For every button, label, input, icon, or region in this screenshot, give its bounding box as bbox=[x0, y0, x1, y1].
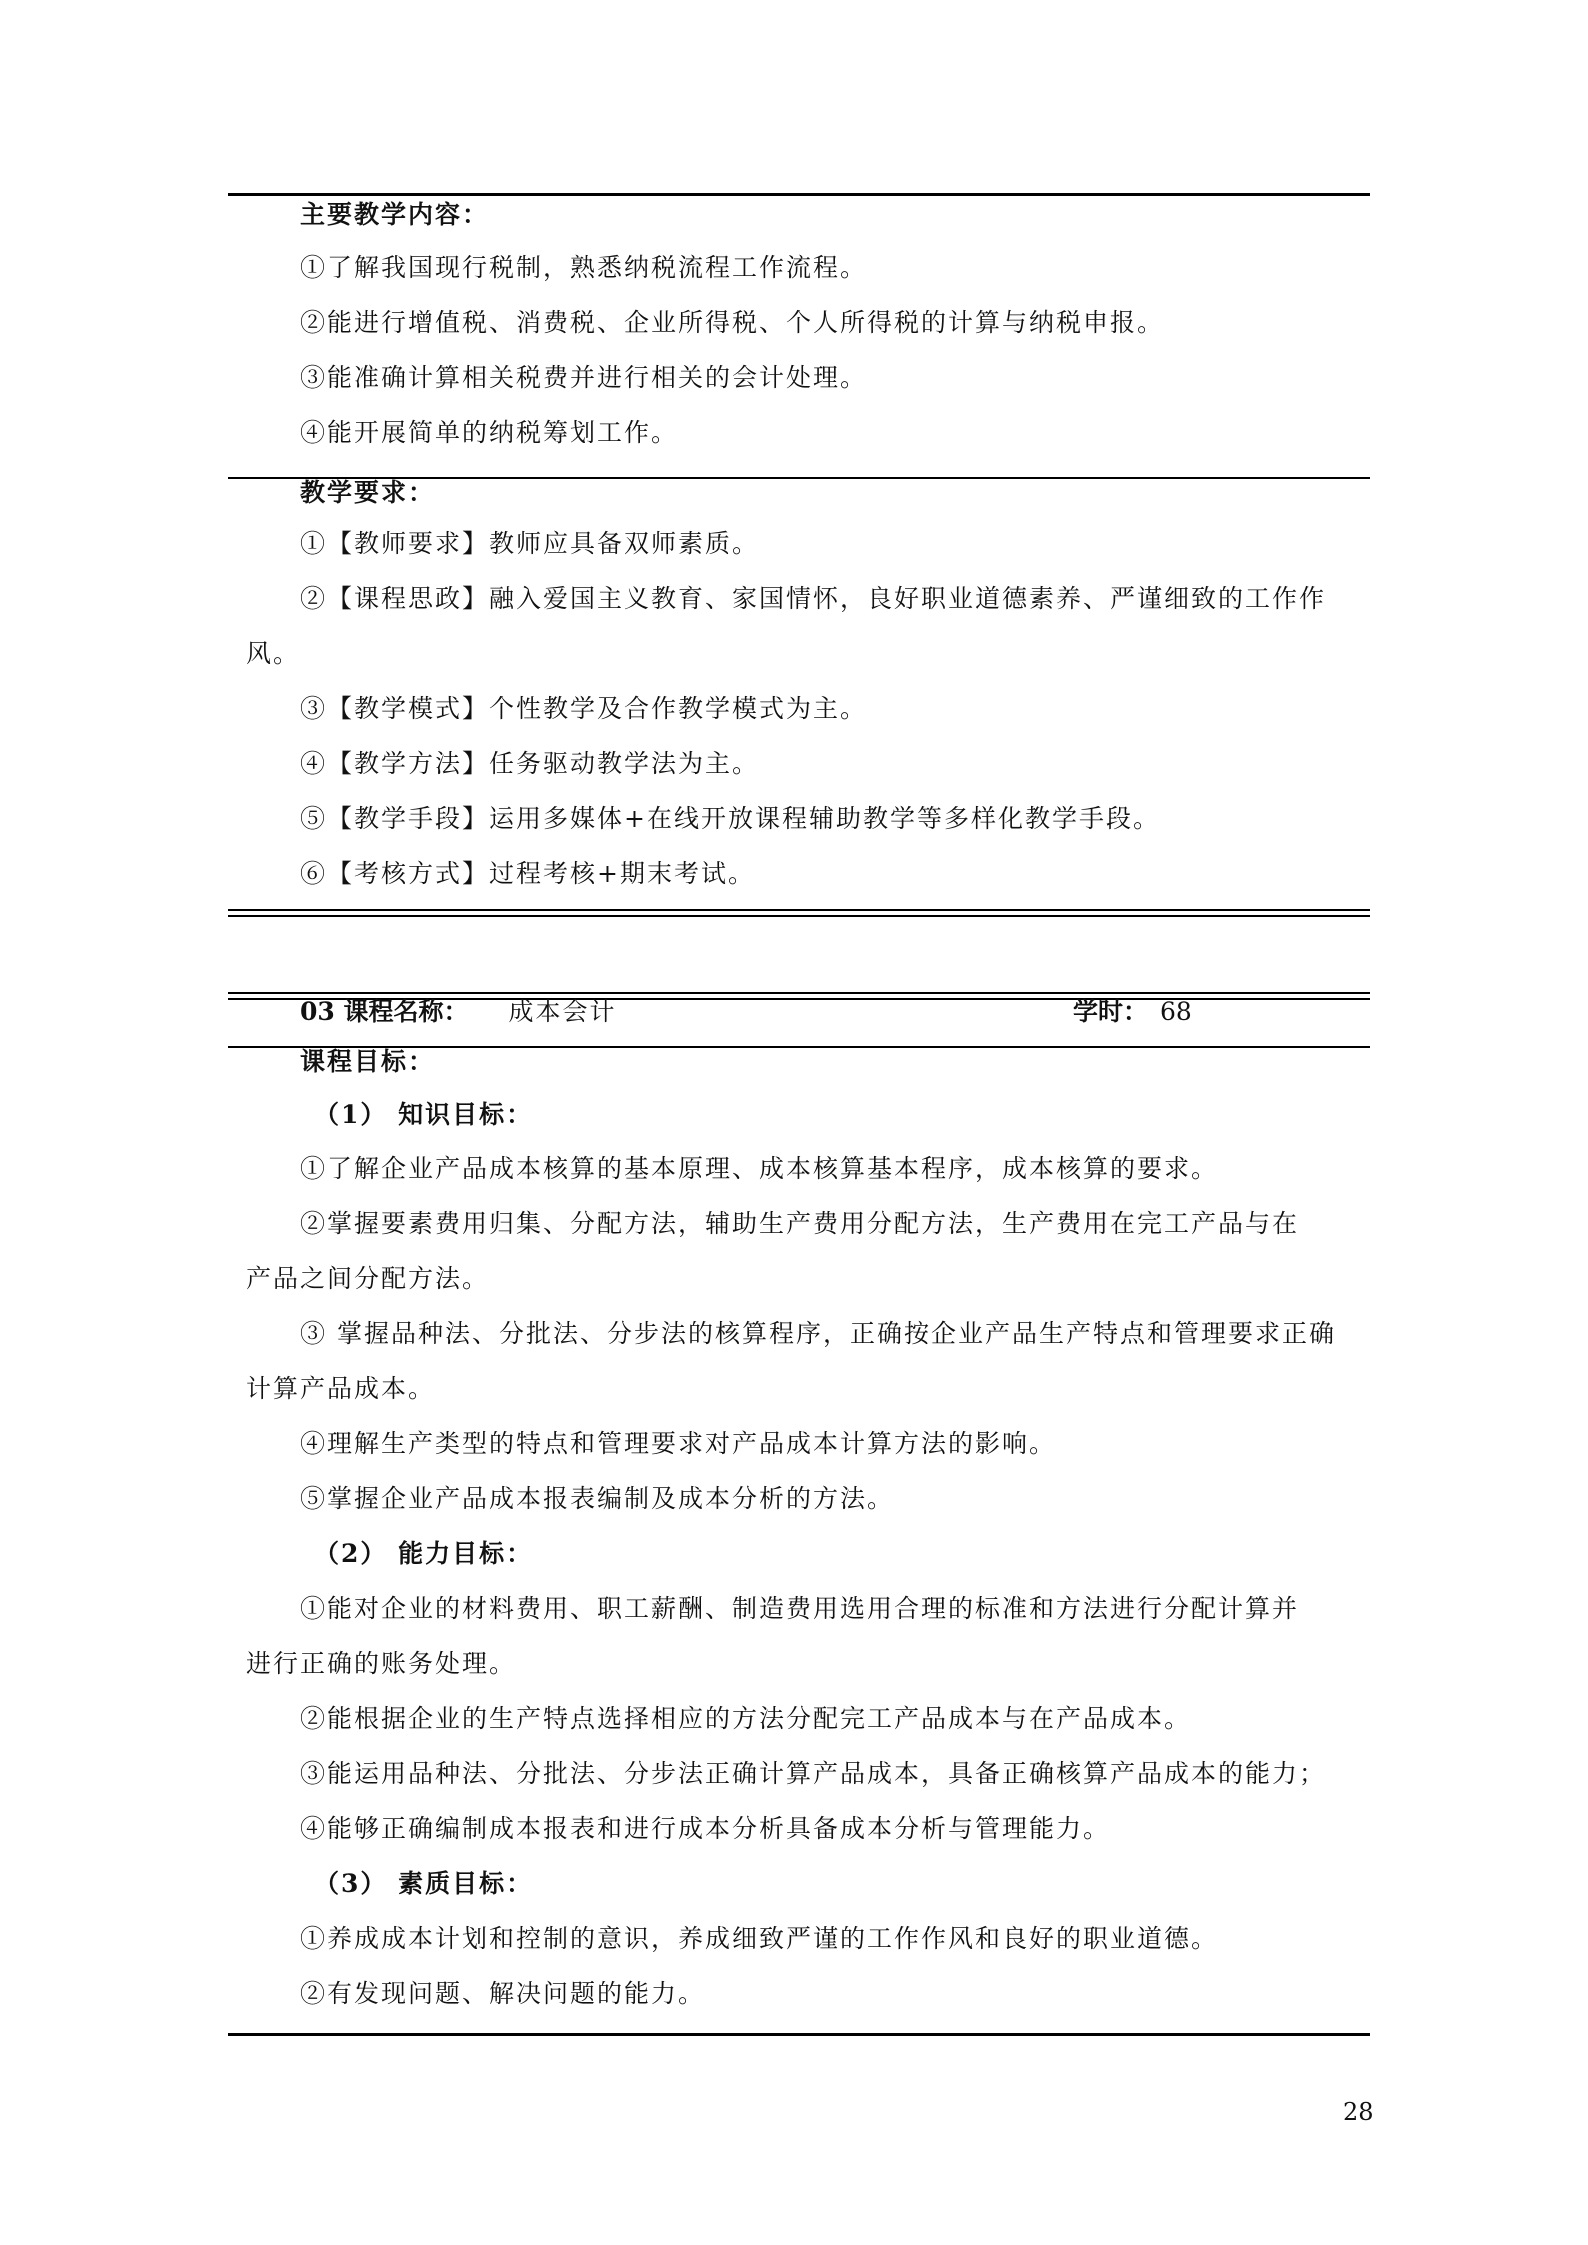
content-item: ②能进行增值税、消费税、企业所得税、个人所得税的计算与纳税申报。 bbox=[300, 308, 1165, 337]
requirement-item: ⑥【考核方式】过程考核+期末考试。 bbox=[300, 859, 755, 888]
knowledge-heading: （1） 知识目标： bbox=[314, 1100, 534, 1129]
requirement-item-continuation: 风。 bbox=[246, 639, 301, 668]
course-name-value: 成本会计 bbox=[508, 997, 617, 1026]
course-name-row bbox=[300, 995, 617, 1029]
ability-item: ③能运用品种法、分批法、分步法正确计算产品成本，具备正确核算产品成本的能力； bbox=[300, 1759, 1327, 1788]
requirement-item: ④【教学方法】任务驱动教学法为主。 bbox=[300, 749, 760, 778]
knowledge-item: ①了解企业产品成本核算的基本原理、成本核算基本程序，成本核算的要求。 bbox=[300, 1154, 1219, 1183]
knowledge-item: ②掌握要素费用归集、分配方法，辅助生产费用分配方法，生产费用在完工产品与在 bbox=[300, 1209, 1300, 1238]
ability-heading: （2） 能力目标： bbox=[314, 1539, 534, 1568]
quality-item: ②有发现问题、解决问题的能力。 bbox=[300, 1979, 706, 2008]
section-bottom-rule bbox=[228, 915, 1370, 917]
content-item: ③能准确计算相关税费并进行相关的会计处理。 bbox=[300, 363, 868, 392]
ability-item-continuation: 进行正确的账务处理。 bbox=[246, 1649, 517, 1678]
requirements-heading: 教学要求： bbox=[300, 478, 436, 507]
content-item: ①了解我国现行税制，熟悉纳税流程工作流程。 bbox=[300, 253, 868, 282]
section-bottom-rule bbox=[228, 909, 1370, 911]
quality-item: ①养成成本计划和控制的意识，养成细致严谨的工作作风和良好的职业道德。 bbox=[300, 1924, 1219, 1953]
ability-item: ②能根据企业的生产特点选择相应的方法分配完工产品成本与在产品成本。 bbox=[300, 1704, 1192, 1733]
knowledge-item: ⑤掌握企业产品成本报表编制及成本分析的方法。 bbox=[300, 1484, 895, 1513]
course-bottom-rule bbox=[228, 2033, 1370, 2036]
knowledge-item-continuation: 产品之间分配方法。 bbox=[246, 1264, 490, 1293]
requirement-item: ⑤【教学手段】运用多媒体+在线开放课程辅助教学等多样化教学手段。 bbox=[300, 804, 1160, 833]
ability-item: ④能够正确编制成本报表和进行成本分析具备成本分析与管理能力。 bbox=[300, 1814, 1111, 1843]
goal-heading: 课程目标： bbox=[300, 1047, 436, 1076]
course-hours-label: 学时： bbox=[1073, 997, 1149, 1026]
course-hours-value: 68 bbox=[1160, 997, 1192, 1026]
course-top-rule bbox=[228, 992, 1370, 994]
requirement-item: ①【教师要求】教师应具备双师素质。 bbox=[300, 529, 760, 558]
course-hours-row bbox=[1073, 995, 1192, 1029]
page-number: 28 bbox=[1343, 2098, 1374, 2126]
quality-heading: （3） 素质目标： bbox=[314, 1869, 534, 1898]
knowledge-item-continuation: 计算产品成本。 bbox=[246, 1374, 436, 1403]
requirement-item: ③【教学模式】个性教学及合作教学模式为主。 bbox=[300, 694, 868, 723]
content-item: ④能开展简单的纳税筹划工作。 bbox=[300, 418, 679, 447]
ability-item: ①能对企业的材料费用、职工薪酬、制造费用选用合理的标准和方法进行分配计算并 bbox=[300, 1594, 1300, 1623]
knowledge-item: ③ 掌握品种法、分批法、分步法的核算程序，正确按企业产品生产特点和管理要求正确 bbox=[300, 1319, 1336, 1348]
course-name-label: 03 课程名称： bbox=[300, 997, 469, 1026]
top-rule bbox=[228, 193, 1370, 196]
content-heading: 主要教学内容： bbox=[300, 200, 490, 229]
requirement-item: ②【课程思政】融入爱国主义教育、家国情怀，良好职业道德素养、严谨细致的工作作 bbox=[300, 584, 1327, 613]
knowledge-item: ④理解生产类型的特点和管理要求对产品成本计算方法的影响。 bbox=[300, 1429, 1057, 1458]
